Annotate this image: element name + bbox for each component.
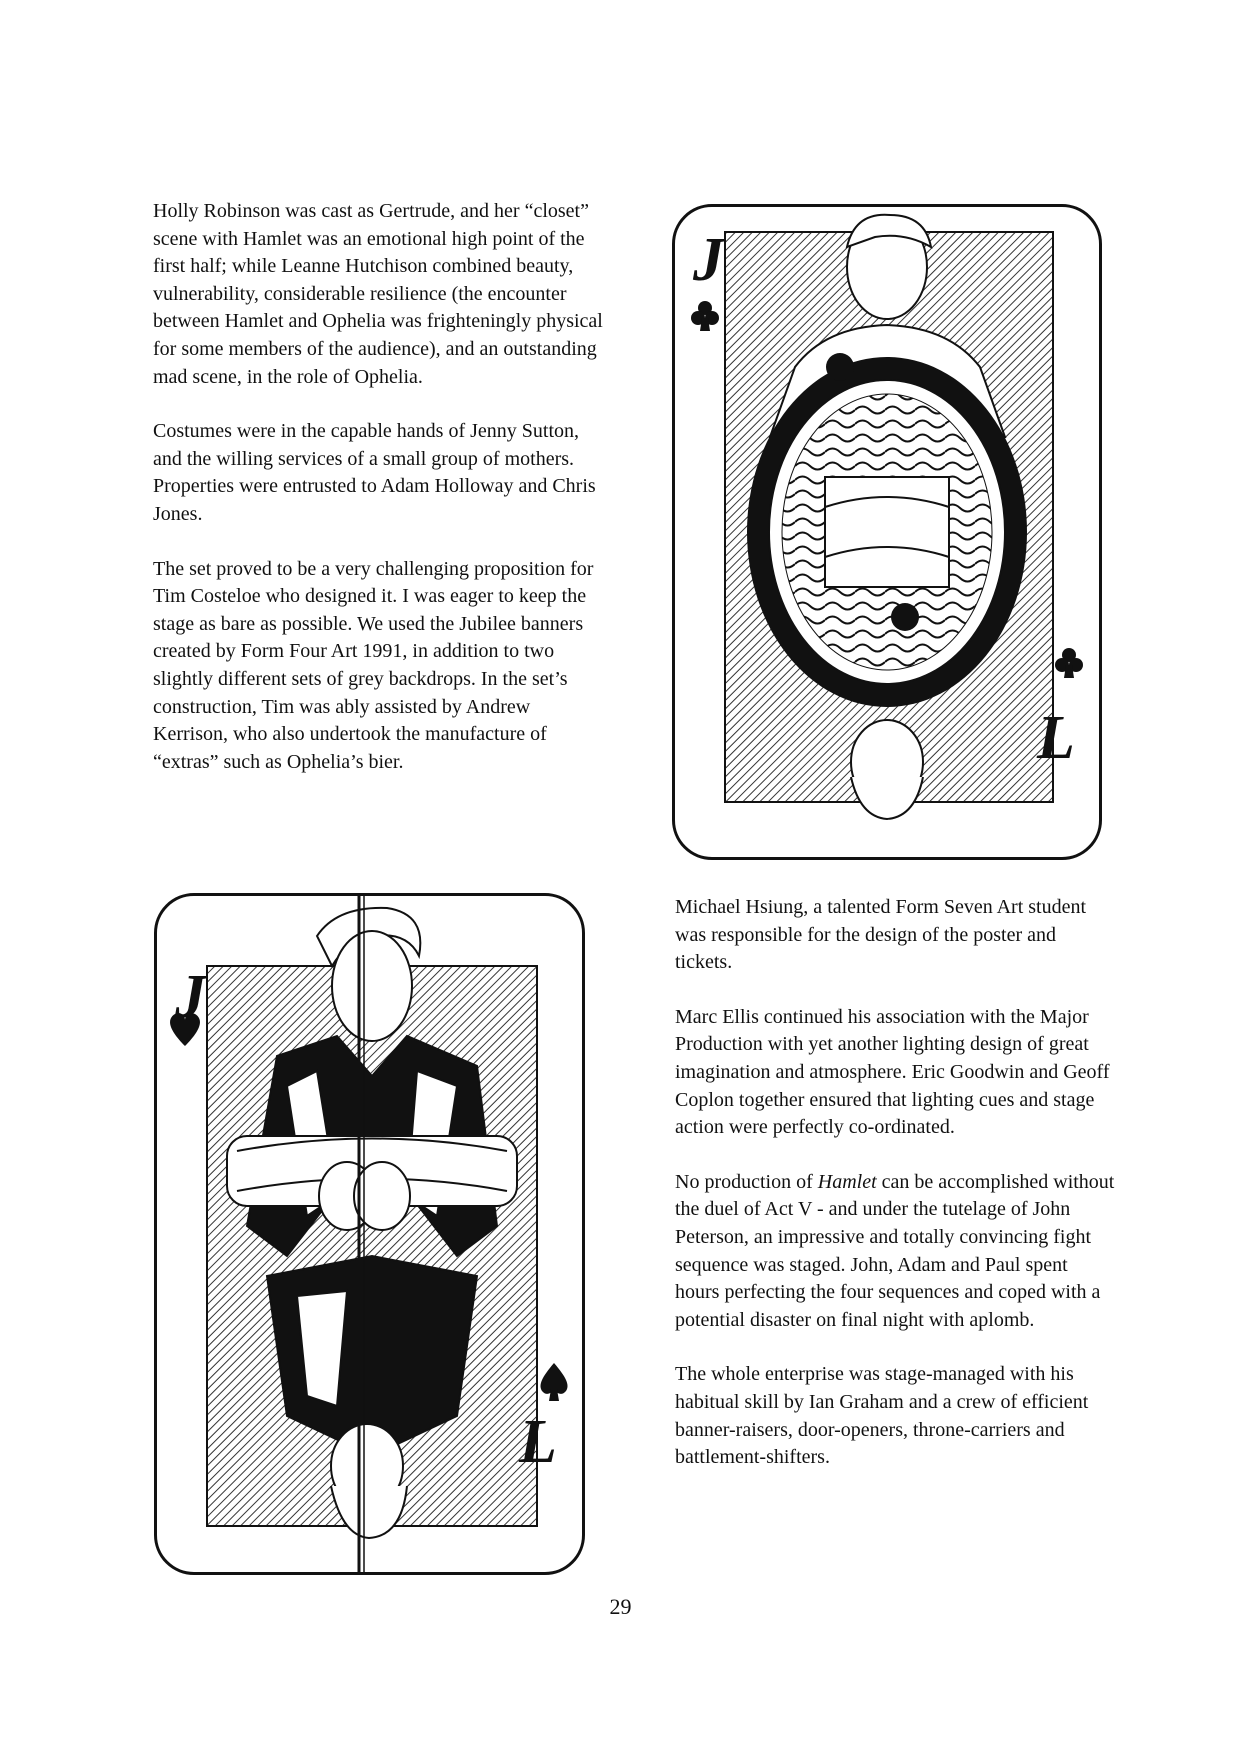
card-corner-letter-bottom: L [519,1408,557,1476]
play-title: Hamlet [817,1170,877,1193]
jack-of-clubs-illustration [675,207,1099,857]
paragraph-stage-management: The whole enterprise was stage-managed with his habitual skill by Ian Graham and a crew of efficient banner-raisers, door-openers, throne-carriers and battlement-shifters. [675,1363,1089,1469]
right-text-column [675,894,1115,1499]
top-brooch [826,353,854,381]
paragraph-fight [675,1169,1115,1335]
paragraph-poster: Michael Hsiung, a talented Form Seven Art student was responsible for the design of the poster and tickets. [675,896,1087,974]
paragraph-lighting: Marc Ellis continued his association with the Major Production with yet another lighting design of great imagination and atmosphere. Eric Goodwin and Geoff Coplon together ensured that lighting cues and stage action were perfectly co-ordinated. [675,1005,1110,1139]
fight-text-start: No production of [675,1170,818,1193]
card-corner-letter-top: J [693,226,724,294]
left-text-column [153,198,603,803]
club-icon [691,301,719,331]
paragraph-set: The set proved to be a very challenging proposition for Tim Costeloe who designed it. I was eager to keep the stage as bare as possible. We used the Jubilee banners created by Form Four Art 1991, in addition to two slightly different sets of grey backdrops. In the set’s construction, Tim was ably assisted by Andrew Kerrison, who also undertook the manufacture of “extras” such as Ophelia’s bier. [153,557,594,773]
fight-text-end: can be accomplished without the duel of Act V - and under the tutelage of John Peterson, an impressive and totally convincing fight sequence was staged. John, Adam and Paul spent hours perfecting the four sequences and coped with a potential disaster on final night with aplomb. [675,1170,1115,1331]
page-number: 29 [609,1594,632,1619]
spade-icon [541,1363,568,1401]
paragraph-cast: Holly Robinson was cast as Gertrude, and her “closet” scene with Hamlet was an emotional high point of the first half; while Leanne Hutchison combined beauty, vulnerability, considerable resilience (the encounter between Hamlet and Ophelia was frighteningly physical for some members of the audience), and an outstanding mad scene, in the role of Ophelia. [153,200,603,388]
club-icon [1055,648,1083,678]
jack-of-spades-card [154,893,585,1575]
jack-of-clubs-card [672,204,1102,860]
top-head [332,931,412,1041]
bottom-brooch [891,603,919,631]
paragraph-costumes: Costumes were in the capable hands of Jenny Sutton, and the willing services of a small group of mothers. Properties were entrusted to Adam Holloway and Chris Jones. [153,420,596,525]
card-corner-letter-top: J [175,963,206,1031]
card-corner-letter-bottom: L [1037,704,1075,772]
